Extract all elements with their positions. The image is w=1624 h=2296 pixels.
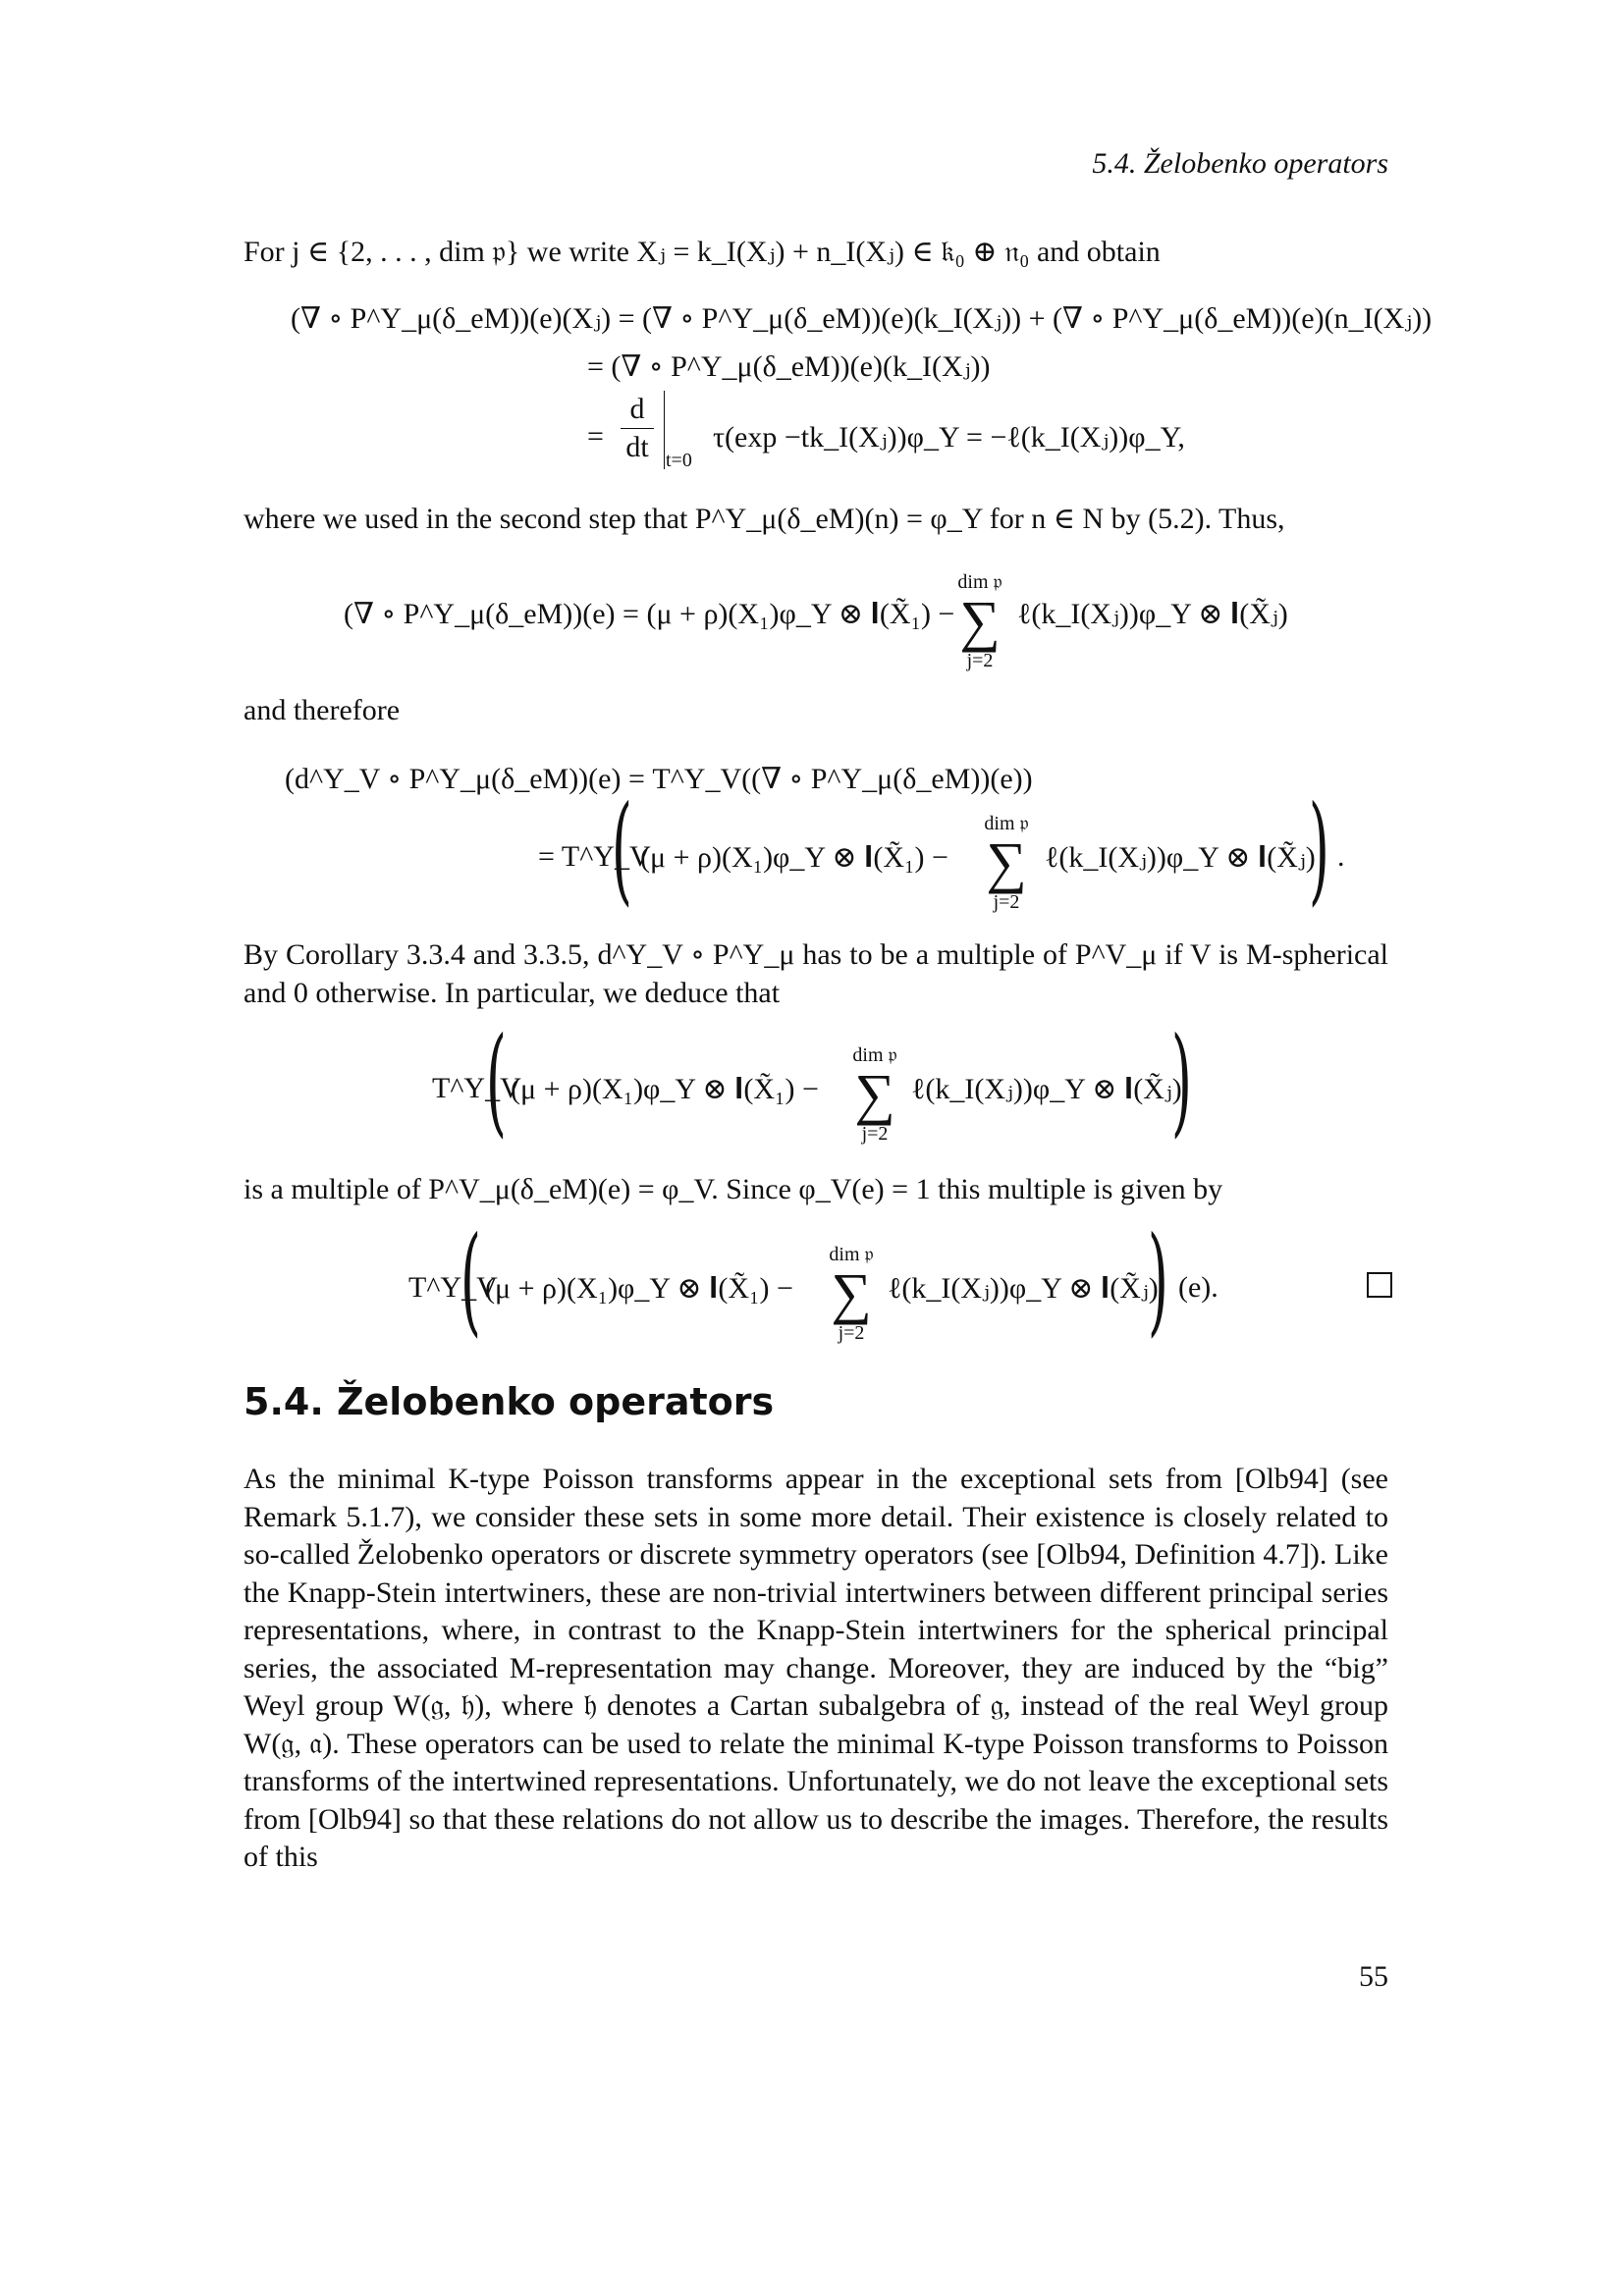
equation-1-line-2: = (∇ ∘ P^Y_μ(δ_eM))(e)(k_I(Xⱼ)) (587, 350, 991, 383)
equation-2-lhs: (∇ ∘ P^Y_μ(δ_eM))(e) = (μ + ρ)(X₁)φ_Y ⊗ 𝐈(X̃₁) − (344, 598, 955, 630)
equation-4-inner: (μ + ρ)(X₁)φ_Y ⊗ 𝐈(X̃₁) − (511, 1073, 819, 1105)
sum-upper-limit: dim 𝔭 (957, 571, 1002, 593)
summation (817, 1244, 886, 1344)
equation-4-after: ℓ(k_I(Xⱼ))φ_Y ⊗ 𝐈(X̃ⱼ) (911, 1073, 1182, 1105)
page-number: 55 (1359, 1960, 1388, 1993)
paragraph-multiple: is a multiple of P^V_μ(δ_eM)(e) = φ_V. Since φ_V(e) = 1 this multiple is given by (244, 1173, 1223, 1205)
equation-5-end: (e). (1178, 1271, 1218, 1304)
equation-5-after: ℓ(k_I(Xⱼ))φ_Y ⊗ 𝐈(X̃ⱼ) (888, 1272, 1159, 1305)
left-big-paren: ( (460, 1212, 481, 1349)
equation-1-line-3-equals: = (587, 420, 604, 453)
paragraph-intro: For j ∈ {2, . . . , dim 𝔭} we write Xⱼ = k_I(Xⱼ) + n_I(Xⱼ) ∈ 𝔨₀ ⊕ 𝔫₀ and obtain (244, 236, 1161, 268)
paragraph-therefore: and therefore (244, 694, 401, 726)
equation-5-pre: T^Y_V (408, 1271, 498, 1304)
equation-3-after: ℓ(k_I(Xⱼ))φ_Y ⊗ 𝐈(X̃ⱼ) (1045, 841, 1316, 874)
equation-3-line-1: (d^Y_V ∘ P^Y_μ(δ_eM))(e) = T^Y_V((∇ ∘ P^Y_μ(δ_eM))(e)) (285, 763, 1033, 795)
qed-box-icon (1367, 1272, 1392, 1298)
equation-3-line-2-pre: = T^Y_V (538, 840, 651, 873)
summation (972, 813, 1041, 913)
left-big-paren: ( (611, 781, 632, 918)
sigma-symbol: ∑ (854, 1062, 895, 1126)
sum-lower-limit: j=2 (993, 891, 1020, 913)
right-big-paren: ) (1170, 1013, 1192, 1149)
running-head: 5.4. Želobenko operators (1092, 147, 1388, 180)
equation-4-pre: T^Y_V (432, 1072, 521, 1104)
right-big-paren: ) (1308, 781, 1329, 918)
evaluation-bar (664, 391, 665, 469)
equation-5-inner: (μ + ρ)(X₁)φ_Y ⊗ 𝐈(X̃₁) − (485, 1272, 793, 1305)
summation (840, 1044, 909, 1145)
sum-upper-limit: dim 𝔭 (829, 1244, 874, 1265)
paragraph-corollary: By Corollary 3.3.4 and 3.3.5, d^Y_V ∘ P^Y_μ has to be a multiple of P^V_μ if V is M-spherical and 0 otherwise. In particular, we deduce that (244, 938, 1388, 1009)
section-paragraph: As the minimal K-type Poisson transforms appear in the exceptional sets from [Olb94] (see Remark 5.1.7), we consider these sets in some more detail. Their existence is closely related to so-called Želobenko operators or discrete symmetry operators (see [Olb94, Definition 4.7]). Like the Knapp-Stein intertwiners, these are non-trivial intertwiners between different principal series representations, where, in contrast to the Knapp-Stein intertwiners for the spherical principal series, the associated M-representation may change. Moreover, they are induced by the “big” Weyl group W(𝔤, 𝔥), where 𝔥 denotes a Cartan subalgebra of 𝔤, instead of the real Weyl group W(𝔤, 𝔞). These operators can be used to relate the minimal K-type Poisson transforms to Poisson transforms of the intertwined representations. Unfortunately, we do not leave the exceptional sets from [Olb94] so that these relations do not allow us to describe the images. Therefore, the results of this (244, 1463, 1389, 1873)
sum-lower-limit: j=2 (838, 1322, 865, 1344)
fraction-numerator: d (629, 393, 645, 425)
fraction-bar (621, 428, 654, 429)
right-big-paren: ) (1147, 1212, 1168, 1349)
evaluation-subscript: t=0 (666, 450, 692, 471)
sum-upper-limit: dim 𝔭 (984, 813, 1029, 834)
sigma-symbol: ∑ (986, 830, 1027, 894)
equation-3-inner: (μ + ρ)(X₁)φ_Y ⊗ 𝐈(X̃₁) − (640, 841, 948, 874)
left-big-paren: ( (485, 1013, 507, 1149)
sigma-symbol: ∑ (831, 1261, 872, 1325)
equation-1-line-1: (∇ ∘ P^Y_μ(δ_eM))(e)(Xⱼ) = (∇ ∘ P^Y_μ(δ_eM))(e)(k_I(Xⱼ)) + (∇ ∘ P^Y_μ(δ_eM))(e)(n_I(Xⱼ)) (291, 302, 1433, 335)
derivative-fraction (621, 393, 654, 464)
summation (946, 571, 1014, 671)
sum-lower-limit: j=2 (861, 1123, 889, 1145)
equation-3-period: . (1337, 840, 1345, 873)
section-heading: 5.4. Želobenko operators (244, 1380, 775, 1423)
sigma-symbol: ∑ (959, 589, 1001, 653)
equation-1-line-3: τ(exp −tk_I(Xⱼ))φ_Y = −ℓ(k_I(Xⱼ))φ_Y, (713, 421, 1185, 454)
paragraph-where: where we used in the second step that P^Y_μ(δ_eM)(n) = φ_Y for n ∈ N by (5.2). Thus, (244, 503, 1285, 535)
equation-2-rhs: ℓ(k_I(Xⱼ))φ_Y ⊗ 𝐈(X̃ⱼ) (1017, 598, 1288, 630)
sum-lower-limit: j=2 (966, 650, 994, 671)
fraction-denominator: dt (625, 431, 649, 463)
sum-upper-limit: dim 𝔭 (852, 1044, 897, 1066)
